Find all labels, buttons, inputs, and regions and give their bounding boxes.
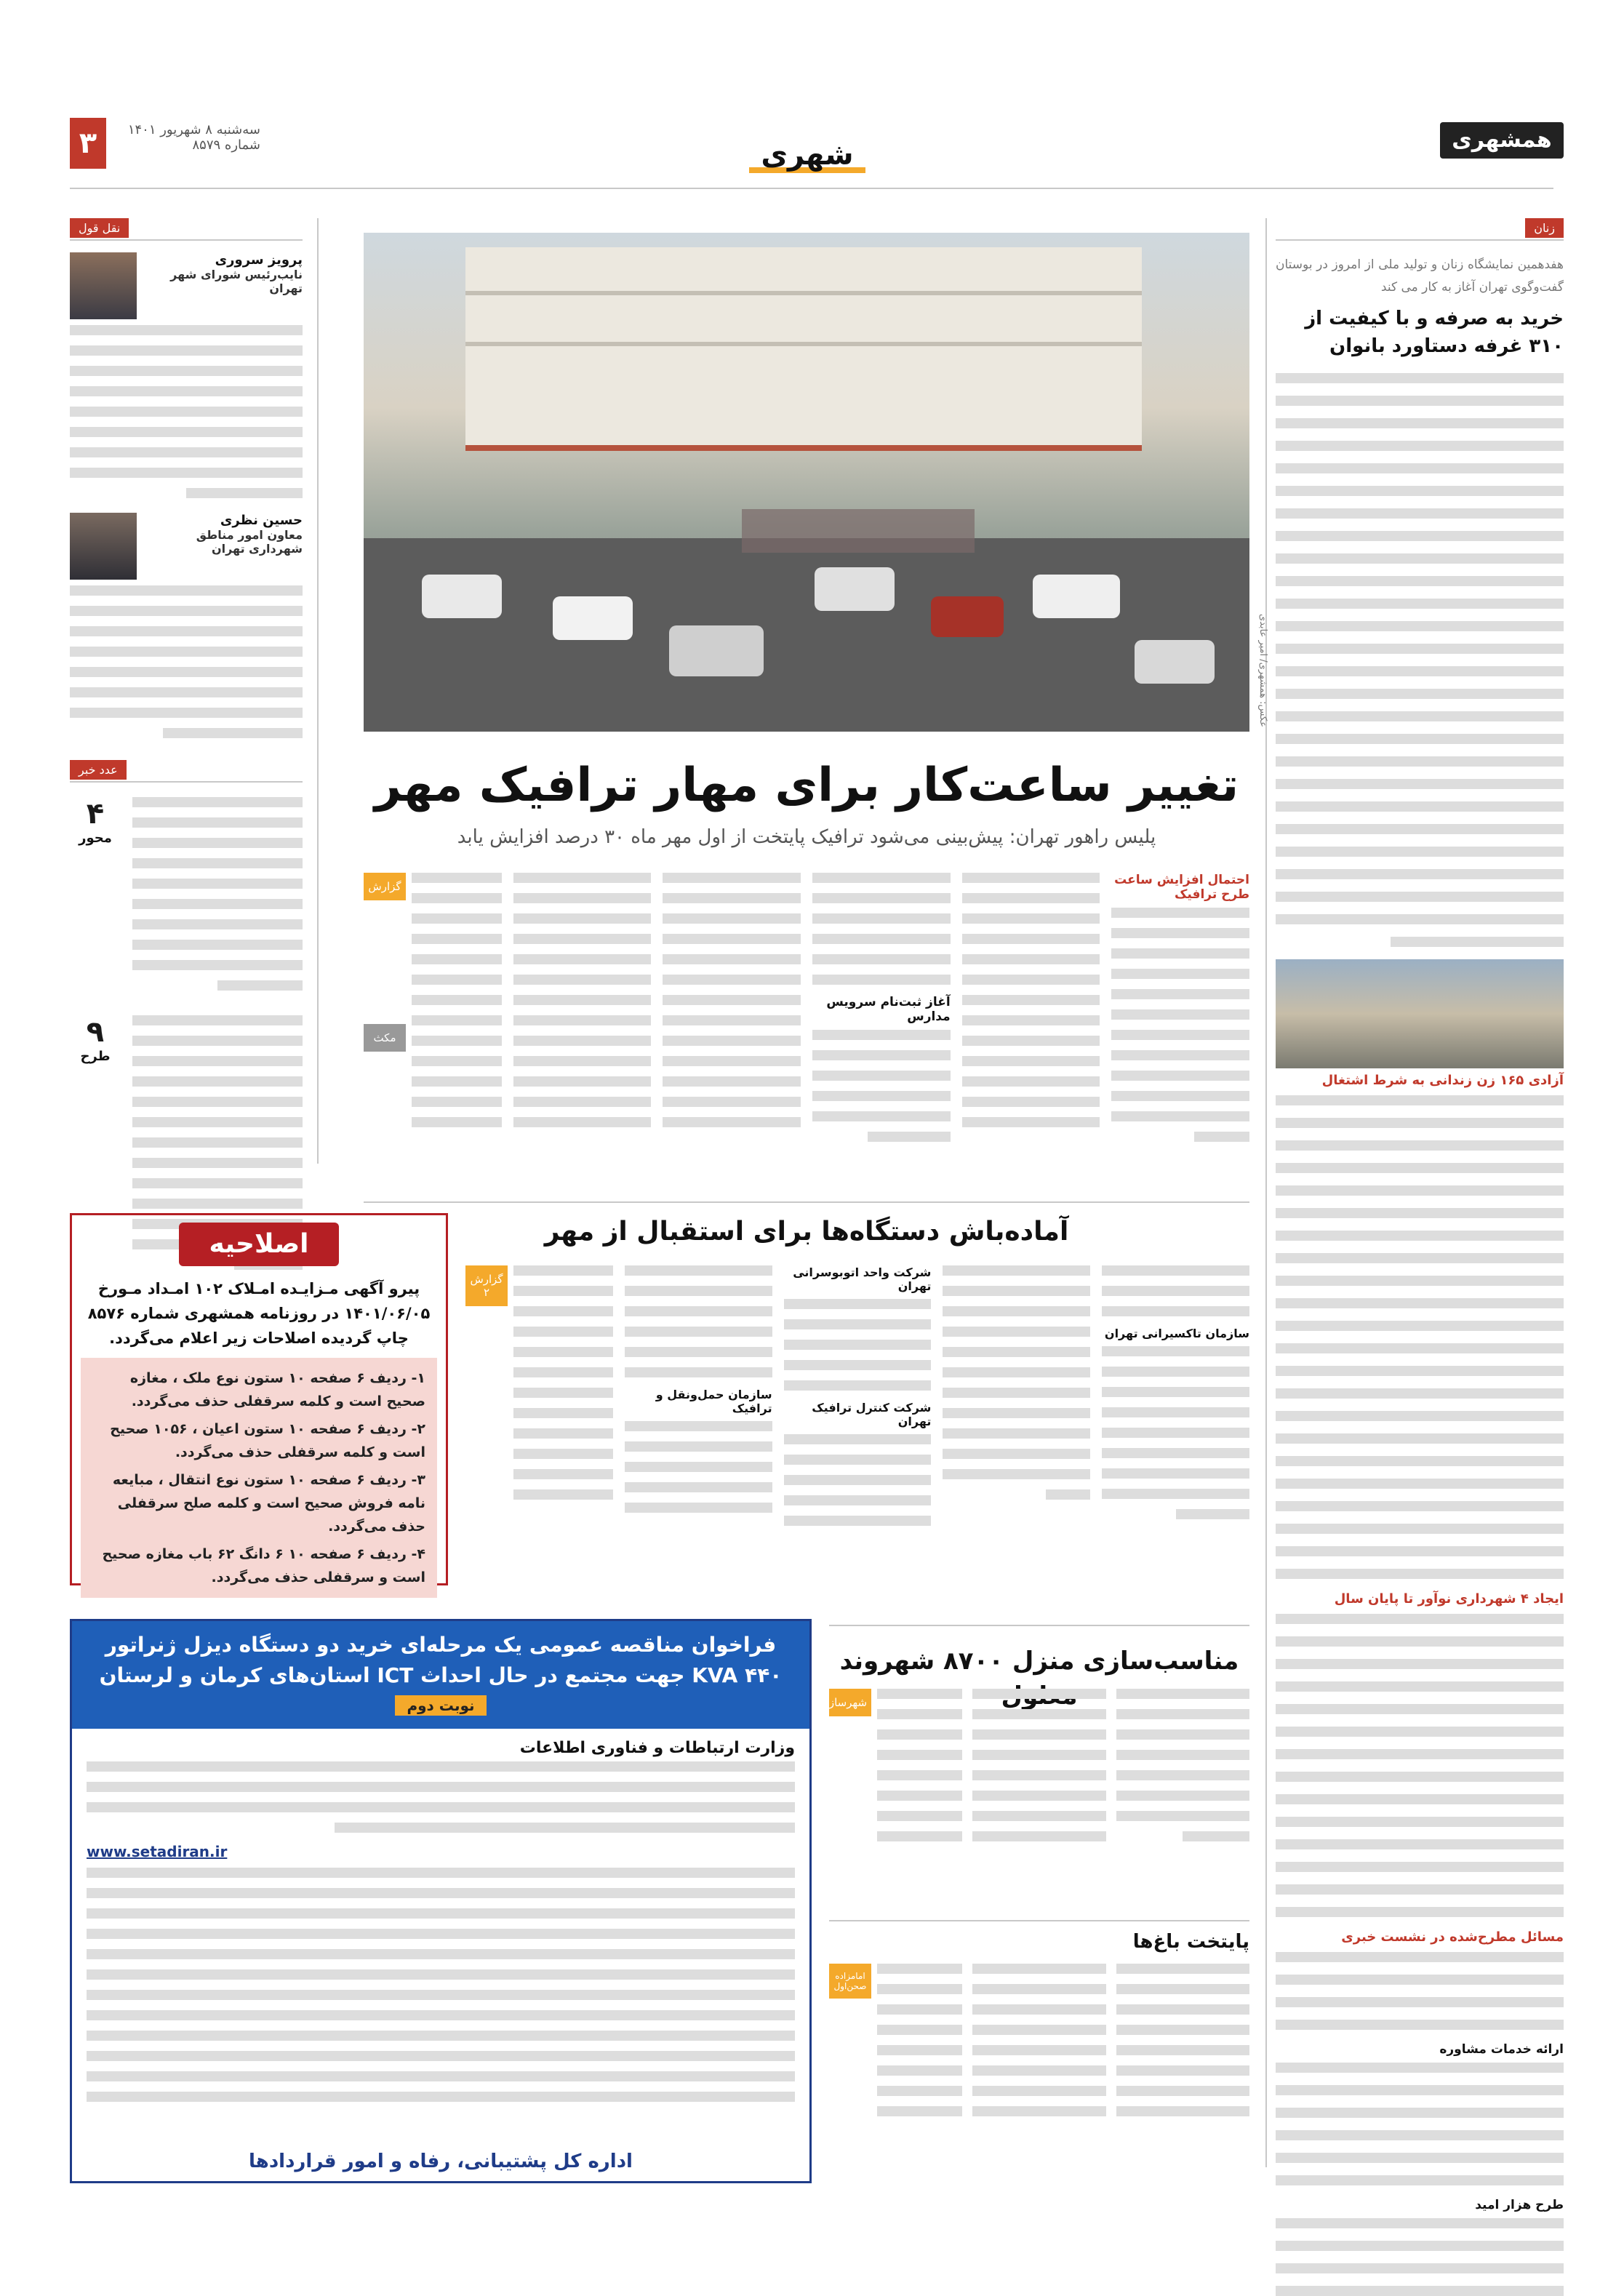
right-tag: زنان bbox=[1525, 218, 1564, 238]
tender-header bbox=[72, 1621, 809, 1729]
person1-quote bbox=[70, 325, 303, 498]
number-1: ۴ bbox=[86, 797, 105, 831]
person2-name: حسین نظری bbox=[220, 513, 303, 528]
numbers-tag: عدد خبر bbox=[70, 760, 127, 780]
quote-tag: نقل قول bbox=[70, 218, 129, 238]
story2-headline: آماده‌باش دستگاه‌ها برای استقبال از مهر bbox=[544, 1217, 1069, 1247]
right-section2-title: ایجاد ۴ شهرداری نوآور تا پایان سال bbox=[1334, 1591, 1564, 1607]
story2-kicker: گزارش ۲ bbox=[465, 1265, 508, 1306]
main-col-4 bbox=[663, 873, 801, 1193]
correction-box bbox=[70, 1213, 448, 1585]
story4-divider bbox=[829, 1920, 1249, 1921]
tender-body bbox=[87, 1761, 795, 1833]
person2 bbox=[70, 513, 303, 580]
main-divider bbox=[364, 1201, 1249, 1203]
person1 bbox=[70, 252, 303, 319]
expo-photo bbox=[1276, 959, 1564, 1068]
main-subhead: پلیس راهور تهران: پیش‌بینی می‌شود ترافیک پایتخت از اول مهر ماه ۳۰ درصد افزایش یابد bbox=[457, 826, 1156, 848]
correction-items bbox=[81, 1358, 437, 1598]
left-column bbox=[70, 218, 303, 1178]
main-headline: تغییر ساعت‌کار برای مهار ترافیک مهر bbox=[374, 759, 1239, 812]
correction-item-2: ۲- ردیف ۶ صفحه ۱۰ ستون اعیان ، ۱۰۵۶ صحیح است و کلمه سرقفلی حذف می‌گردد. bbox=[110, 1421, 425, 1460]
right-column bbox=[1276, 218, 1564, 2212]
main-kicker-2: مکث bbox=[364, 1024, 406, 1052]
number-1-label: محور bbox=[79, 831, 112, 846]
main-col-2 bbox=[962, 873, 1100, 1193]
masthead-logo: همشهری bbox=[1440, 122, 1564, 159]
tender-round: نوبت دوم bbox=[395, 1695, 486, 1716]
person1-role: نایب‌رئیس شورای شهر تهران bbox=[170, 268, 303, 295]
school-photo bbox=[364, 233, 1249, 732]
main-body bbox=[364, 873, 1249, 1193]
person1-name: پرویز سروری bbox=[215, 252, 303, 268]
right-tag-rule bbox=[1276, 239, 1564, 241]
story3-body bbox=[820, 1689, 1249, 1907]
tender-footer: اداره کل پشتیبانی، رفاه و امور قراردادها bbox=[249, 2151, 633, 2172]
section-title bbox=[749, 138, 865, 179]
page-number: ۳ bbox=[70, 118, 106, 169]
correction-title: اصلاحیه bbox=[179, 1223, 339, 1266]
main-col-5 bbox=[513, 873, 652, 1193]
right-title: خرید به صرفه و با کیفیت از ۳۱۰ غرفه دستاورد بانوان bbox=[1305, 308, 1564, 357]
story2-bullet3: شرکت کنترل ترافیک تهران bbox=[812, 1401, 932, 1428]
story3-divider bbox=[829, 1625, 1249, 1626]
story4-kicker: امامزاده صحن‌اول bbox=[829, 1964, 871, 1999]
right-body-4 bbox=[1276, 1952, 1564, 2296]
story2-bullet1: شرکت واحد اتوبوسرانی تهران bbox=[793, 1265, 932, 1293]
right-body-1 bbox=[1276, 373, 1564, 947]
tender-title: فراخوان مناقصه عمومی یک مرحله‌ای خرید دو دستگاه دیزل ژنراتور ۴۴۰ KVA جهت مجتمع در حال احداث ICT استان‌های کرمان و لرستان bbox=[99, 1633, 783, 1687]
correction-intro: پیرو آگهی مـزایـده امـلاک ۱۰۲ امـداد مـورخ ۱۴۰۱/۰۶/۰۵ در روزنامه همشهری شماره ۸۵۷۶ چاپ گردیده اصلاحات زیر اعلام می‌گردد. bbox=[87, 1280, 431, 1347]
story2-col-5 bbox=[465, 1265, 613, 1615]
story2-col-1 bbox=[1102, 1265, 1249, 1615]
story2-body bbox=[465, 1265, 1249, 1615]
number-2: ۹ bbox=[86, 1015, 105, 1049]
right-section3-title: مسائل مطرح‌شده در نشست خبری bbox=[1341, 1929, 1564, 1945]
right-body-3 bbox=[1276, 1614, 1564, 1917]
right-intro: هفدهمین نمایشگاه زنان و تولید ملی از امروز در بوستان گفت‌وگوی تهران آغاز به کار می کند bbox=[1276, 257, 1564, 295]
number-block-1 bbox=[70, 797, 303, 1001]
story2-bullet2: سازمان حمل‌ونقل و ترافیک bbox=[655, 1388, 772, 1415]
person2-role: معاون امور مناطق شهرداری تهران bbox=[196, 528, 303, 556]
tender-ad bbox=[70, 1619, 812, 2183]
person2-quote bbox=[70, 585, 303, 738]
story2-col-2 bbox=[943, 1265, 1090, 1615]
person2-avatar bbox=[70, 513, 137, 580]
main-section2-title: احتمال افزایش ساعت طرح ترافیک bbox=[1114, 873, 1249, 902]
date-line bbox=[115, 122, 260, 153]
correction-item-1: ۱- ردیف ۶ صفحه ۱۰ ستون نوع ملک ، مغازه صحیح است و کلمه سرقفلی حذف می‌گردد. bbox=[129, 1370, 425, 1409]
story2-col-3 bbox=[784, 1265, 932, 1615]
main-kicker-1: گزارش bbox=[364, 873, 406, 900]
right-item1: ارائه خدمات مشاوره bbox=[1439, 2042, 1564, 2057]
section-title-text: شهری bbox=[761, 138, 854, 172]
number-2-label: طرح bbox=[80, 1049, 111, 1064]
right-photo-caption: آزادی ۱۶۵ زن زندانی به شرط اشتغال bbox=[1321, 1073, 1564, 1088]
correction-item-3: ۳- ردیف ۶ صفحه ۱۰ ستون نوع انتقال ، مبایعه نامه فروش صحیح است و کلمه صلح سرقفلی حذف می‌گردد. bbox=[112, 1472, 425, 1535]
right-body-2 bbox=[1276, 1095, 1564, 1579]
story3-kicker: شهرسازی bbox=[829, 1689, 871, 1716]
story2-bullet4: سازمان تاکسیرانی تهران bbox=[1104, 1327, 1249, 1340]
left-column-divider bbox=[317, 218, 319, 1164]
masthead-rule bbox=[70, 188, 1553, 189]
photo-credit: عکس: همشهری/ امیر عابدی bbox=[1257, 614, 1268, 727]
right-item2: طرح هزار امید bbox=[1475, 2198, 1564, 2212]
main-col-6 bbox=[364, 873, 502, 1193]
main-col-1 bbox=[1111, 873, 1249, 1193]
main-col-3 bbox=[812, 873, 951, 1193]
story4-body bbox=[829, 1964, 1249, 2182]
correction-item-4: ۴- ردیف ۶ صفحه ۱۰ ۶ دانگ ۶۲ باب مغازه صحیح است و سرقفلی حذف می‌گردد. bbox=[102, 1546, 425, 1585]
story4-headline: پایتخت باغ‌ها bbox=[1132, 1931, 1249, 1953]
tender-details bbox=[87, 1868, 795, 2102]
story3-headline: مناسب‌سازی منزل ۸۷۰۰ شهروند bbox=[839, 1647, 1239, 1676]
tender-website[interactable]: www.setadiran.ir bbox=[87, 1843, 228, 1860]
date: سه‌شنبه ۸ شهریور ۱۴۰۱ bbox=[127, 122, 260, 137]
person1-avatar bbox=[70, 252, 137, 319]
tender-org: وزارت ارتباطات و فناوری اطلاعات bbox=[519, 1739, 795, 1757]
main-section-title: آغاز ثبت‌نام سرویس مدارس bbox=[826, 995, 951, 1024]
story2-col-4 bbox=[625, 1265, 772, 1615]
issue: شماره ۸۵۷۹ bbox=[192, 137, 260, 153]
